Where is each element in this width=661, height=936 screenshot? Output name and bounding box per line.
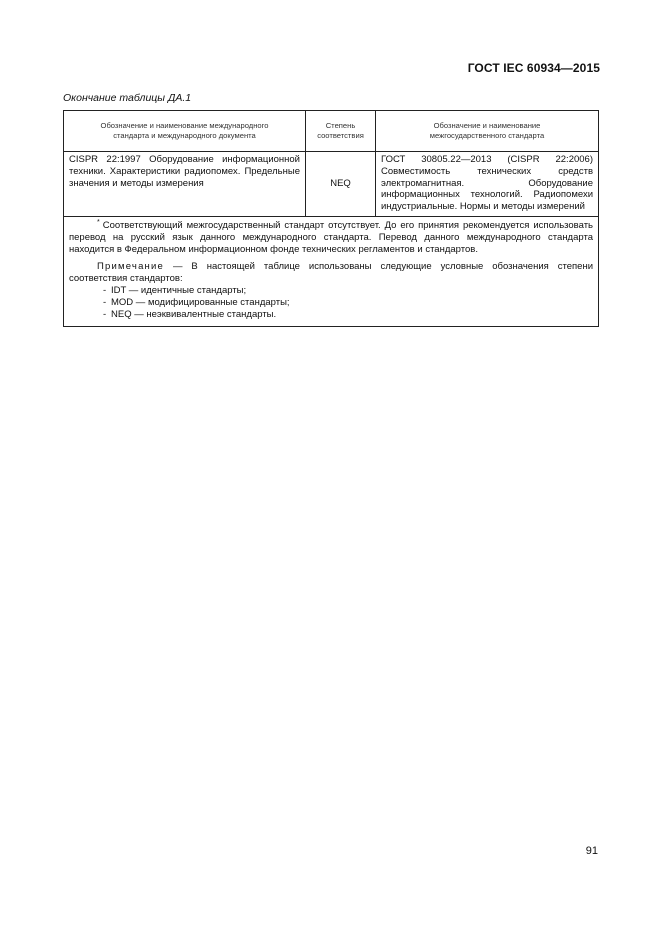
column-header-international xyxy=(64,111,306,152)
note-paragraph xyxy=(69,261,593,285)
table-row xyxy=(64,152,599,217)
column-header-interstate xyxy=(376,111,599,152)
note-label: Примечание xyxy=(97,261,164,273)
list-item: - MOD — модифицированные стандарты; xyxy=(103,296,290,308)
table-caption: Окончание таблицы ДА.1 xyxy=(63,92,192,104)
page-number: 91 xyxy=(585,845,598,857)
table-header-row xyxy=(64,111,599,152)
list-item: - NEQ — неэквивалентные стандарты. xyxy=(103,308,277,320)
note-text: — В настоящей таблице использованы следующие условные обозначения степени соответствия стандартов: xyxy=(69,261,593,285)
footnote-marker: * xyxy=(97,218,100,226)
footnote xyxy=(69,220,593,255)
list-item-text: NEQ — неэквивалентные стандарты. xyxy=(111,308,277,320)
note-list xyxy=(69,285,593,320)
footnote-text: Соответствующий межгосударственный стандарт отсутствует. До его принятия рекомендуется использовать перевод на русский язык данного международного стандарта. Перевод данного международного стандарта находится в Федеральном информационном фонде технических регламентов и стандартов. xyxy=(69,219,593,255)
column-header-international-label: Обозначение и наименование международного стандарта и международного документа xyxy=(100,121,269,140)
table-notes-cell xyxy=(64,216,599,326)
column-header-interstate-label: Обозначение и наименование межгосударственного стандарта xyxy=(429,121,545,140)
cell-interstate-standard: ГОСТ 30805.22—2013 (CISPR 22:2006) Совместимость технических средств электромагнитная. Оборудование информационных технологий. Радиопомехи индустриальные. Нормы и методы измерений xyxy=(376,152,599,217)
cell-degree: NEQ xyxy=(306,152,376,217)
cell-international-standard: CISPR 22:1997 Оборудование информационной техники. Характеристики радиопомех. Предельные значения и методы измерения xyxy=(64,152,306,217)
note-block xyxy=(69,261,593,320)
column-header-degree-label: Степень соответствия xyxy=(317,121,364,140)
table-notes-row xyxy=(64,216,599,326)
column-header-degree xyxy=(306,111,376,152)
document-id: ГОСТ IEC 60934—2015 xyxy=(467,61,600,75)
list-item-text: IDT — идентичные стандарты; xyxy=(111,284,247,296)
list-item: - IDT — идентичные стандарты; xyxy=(103,284,247,296)
list-item-text: MOD — модифицированные стандарты; xyxy=(111,296,290,308)
standards-table xyxy=(63,110,599,327)
